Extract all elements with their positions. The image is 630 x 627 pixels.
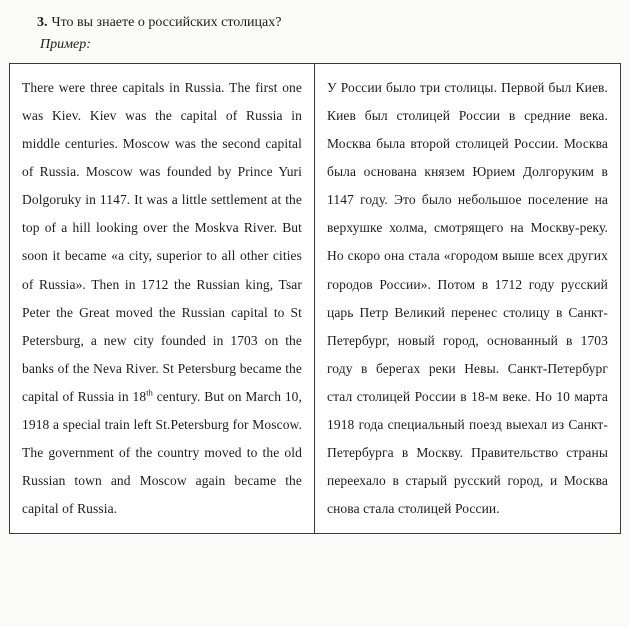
question-number: 3.: [37, 15, 48, 30]
russian-text: У России было три столицы. Первой был Киев. Киев был столицей России в средние века. Москва была второй столицей России. Москва была основана князем Юрием Долгоруким в 1147 году. Это было небольшое поселение на верхушке холма, смотрящего на Москву-реку. Но скоро она стала «городом выше всех других городов России». Потом в 1712 году русский царь Петр Великий перенес столицу в Санкт-Петербург, новый город, основанный в 1703 году в берегах реки Невы. Санкт-Петербург стал столицей России в 18-м веке. Но 10 марта 1918 года специальный поезд выехал из Санкт-Петербурга в Москву. Правительство страны переехало в старый русский город, и Москва снова стала столицей России.: [327, 80, 608, 517]
example-label: Пример:: [40, 37, 91, 52]
english-column: [10, 64, 315, 533]
question-text: Что вы знаете о российских столицах?: [51, 15, 282, 30]
exercise-heading: [37, 12, 621, 33]
russian-column: [315, 64, 620, 533]
translation-table: [9, 63, 621, 534]
english-text: There were three capitals in Russia. The first one was Kiev. Kiev was the capital of Russia in middle centuries. Moscow was the second capital of Russia. Moscow was founded by Prince Yuri Dolgoruky in 1147. It was a little settlement at the top of a hill looking over the Moskva River. But soon it became «a city, superior to all other cities of Russia». Then in 1712 the Russian king, Tsar Peter the Great moved the Russian capital to St Petersburg, a new city founded in 1703 on the banks of the Neva River. St Petersburg became the capital of Russia in 18th century. But on March 10, 1918 a special train left St.Petersburg for Moscow. The government of the country moved to the old Russian town and Moscow again became the capital of Russia.: [22, 80, 302, 517]
